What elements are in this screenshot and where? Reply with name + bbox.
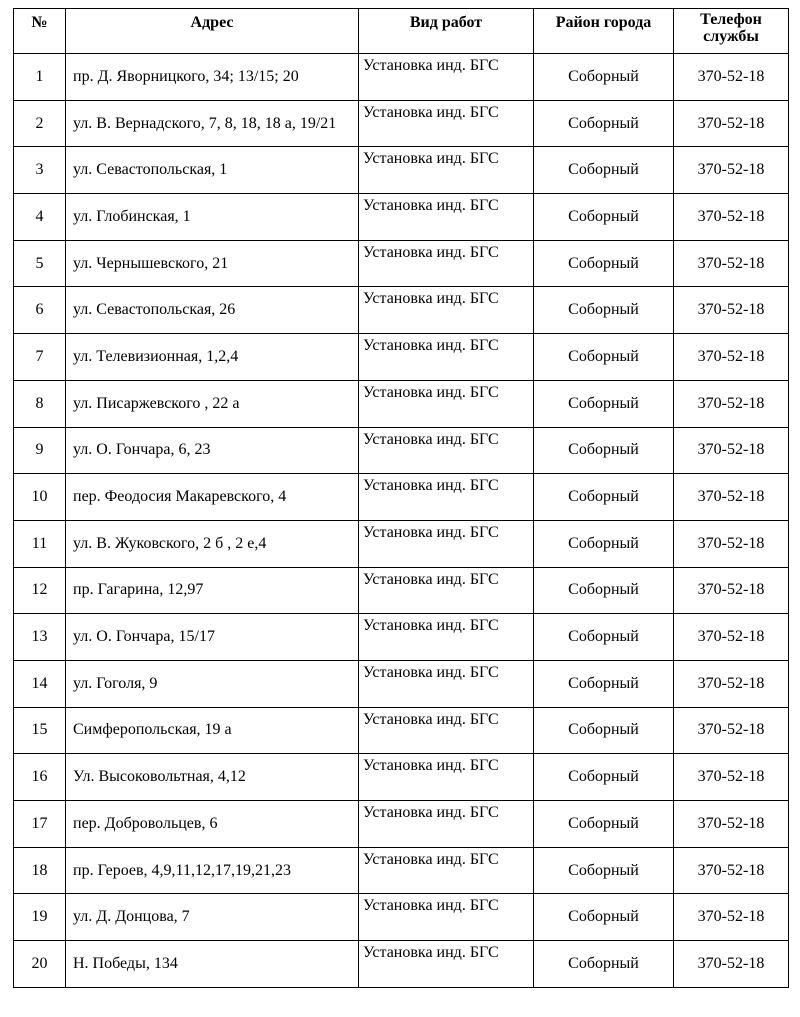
table-row bbox=[14, 894, 789, 941]
work-type-cell: Установка инд. БГС bbox=[359, 54, 534, 101]
phone-cell: 370-52-18 bbox=[674, 54, 789, 101]
district-cell: Соборный bbox=[534, 287, 674, 334]
table-header bbox=[14, 9, 789, 54]
address-cell: ул. Телевизионная, 1,2,4 bbox=[66, 334, 359, 381]
address-cell: ул. Чернышевского, 21 bbox=[66, 240, 359, 287]
row-number: 10 bbox=[14, 474, 66, 521]
district-cell: Соборный bbox=[534, 941, 674, 988]
row-number: 7 bbox=[14, 334, 66, 381]
address-cell: пр. Гагарина, 12,97 bbox=[66, 567, 359, 614]
district-cell: Соборный bbox=[534, 614, 674, 661]
row-number: 17 bbox=[14, 801, 66, 848]
row-number: 5 bbox=[14, 240, 66, 287]
district-cell: Соборный bbox=[534, 334, 674, 381]
work-type-cell: Установка инд. БГС bbox=[359, 614, 534, 661]
table-row bbox=[14, 801, 789, 848]
work-type-cell: Установка инд. БГС bbox=[359, 847, 534, 894]
work-type-cell: Установка инд. БГС bbox=[359, 660, 534, 707]
work-type-cell: Установка инд. БГС bbox=[359, 754, 534, 801]
table-row bbox=[14, 567, 789, 614]
phone-cell: 370-52-18 bbox=[674, 100, 789, 147]
address-cell: пр. Д. Яворницкого, 34; 13/15; 20 bbox=[66, 54, 359, 101]
row-number: 14 bbox=[14, 660, 66, 707]
row-number: 9 bbox=[14, 427, 66, 474]
phone-cell: 370-52-18 bbox=[674, 894, 789, 941]
phone-cell: 370-52-18 bbox=[674, 194, 789, 241]
table-row bbox=[14, 707, 789, 754]
table-row bbox=[14, 240, 789, 287]
table-row bbox=[14, 287, 789, 334]
phone-cell: 370-52-18 bbox=[674, 334, 789, 381]
table-row bbox=[14, 334, 789, 381]
header-num: № bbox=[14, 9, 66, 54]
work-type-cell: Установка инд. БГС bbox=[359, 801, 534, 848]
address-cell: Н. Победы, 134 bbox=[66, 941, 359, 988]
work-type-cell: Установка инд. БГС bbox=[359, 474, 534, 521]
table-row bbox=[14, 100, 789, 147]
table-row bbox=[14, 427, 789, 474]
district-cell: Соборный bbox=[534, 520, 674, 567]
table-body bbox=[14, 54, 789, 988]
district-cell: Соборный bbox=[534, 474, 674, 521]
district-cell: Соборный bbox=[534, 801, 674, 848]
address-cell: ул. В. Жуковского, 2 б , 2 е,4 bbox=[66, 520, 359, 567]
phone-cell: 370-52-18 bbox=[674, 801, 789, 848]
address-cell: ул. В. Вернадского, 7, 8, 18, 18 а, 19/21 bbox=[66, 100, 359, 147]
district-cell: Соборный bbox=[534, 660, 674, 707]
header-phone: Телефон службы bbox=[674, 9, 789, 54]
table-row bbox=[14, 847, 789, 894]
phone-cell: 370-52-18 bbox=[674, 941, 789, 988]
row-number: 4 bbox=[14, 194, 66, 241]
phone-cell: 370-52-18 bbox=[674, 660, 789, 707]
phone-cell: 370-52-18 bbox=[674, 520, 789, 567]
row-number: 1 bbox=[14, 54, 66, 101]
work-type-cell: Установка инд. БГС bbox=[359, 100, 534, 147]
district-cell: Соборный bbox=[534, 707, 674, 754]
table-row bbox=[14, 194, 789, 241]
phone-cell: 370-52-18 bbox=[674, 707, 789, 754]
row-number: 20 bbox=[14, 941, 66, 988]
row-number: 18 bbox=[14, 847, 66, 894]
address-cell: ул. Гоголя, 9 bbox=[66, 660, 359, 707]
district-cell: Соборный bbox=[534, 240, 674, 287]
work-type-cell: Установка инд. БГС bbox=[359, 287, 534, 334]
table-row bbox=[14, 380, 789, 427]
row-number: 16 bbox=[14, 754, 66, 801]
table-row bbox=[14, 520, 789, 567]
work-type-cell: Установка инд. БГС bbox=[359, 707, 534, 754]
address-cell: ул. О. Гончара, 15/17 bbox=[66, 614, 359, 661]
work-type-cell: Установка инд. БГС bbox=[359, 240, 534, 287]
phone-cell: 370-52-18 bbox=[674, 754, 789, 801]
row-number: 11 bbox=[14, 520, 66, 567]
address-cell: ул. Севастопольская, 1 bbox=[66, 147, 359, 194]
work-type-cell: Установка инд. БГС bbox=[359, 427, 534, 474]
table-row bbox=[14, 660, 789, 707]
row-number: 13 bbox=[14, 614, 66, 661]
table-row bbox=[14, 941, 789, 988]
address-cell: Ул. Высоковольтная, 4,12 bbox=[66, 754, 359, 801]
address-cell: пер. Добровольцев, 6 bbox=[66, 801, 359, 848]
phone-cell: 370-52-18 bbox=[674, 614, 789, 661]
address-cell: пр. Героев, 4,9,11,12,17,19,21,23 bbox=[66, 847, 359, 894]
table-row bbox=[14, 754, 789, 801]
row-number: 3 bbox=[14, 147, 66, 194]
header-district: Район города bbox=[534, 9, 674, 54]
work-type-cell: Установка инд. БГС bbox=[359, 894, 534, 941]
phone-cell: 370-52-18 bbox=[674, 567, 789, 614]
row-number: 15 bbox=[14, 707, 66, 754]
phone-cell: 370-52-18 bbox=[674, 287, 789, 334]
work-type-cell: Установка инд. БГС bbox=[359, 334, 534, 381]
address-cell: ул. О. Гончара, 6, 23 bbox=[66, 427, 359, 474]
district-cell: Соборный bbox=[534, 754, 674, 801]
row-number: 12 bbox=[14, 567, 66, 614]
address-cell: ул. Глобинская, 1 bbox=[66, 194, 359, 241]
work-type-cell: Установка инд. БГС bbox=[359, 380, 534, 427]
phone-cell: 370-52-18 bbox=[674, 240, 789, 287]
works-table bbox=[13, 8, 789, 988]
header-address: Адрес bbox=[66, 9, 359, 54]
district-cell: Соборный bbox=[534, 147, 674, 194]
row-number: 6 bbox=[14, 287, 66, 334]
district-cell: Соборный bbox=[534, 567, 674, 614]
work-type-cell: Установка инд. БГС bbox=[359, 147, 534, 194]
phone-cell: 370-52-18 bbox=[674, 147, 789, 194]
address-cell: ул. Д. Донцова, 7 bbox=[66, 894, 359, 941]
address-cell: пер. Феодосия Макаревского, 4 bbox=[66, 474, 359, 521]
work-type-cell: Установка инд. БГС bbox=[359, 567, 534, 614]
district-cell: Соборный bbox=[534, 847, 674, 894]
district-cell: Соборный bbox=[534, 54, 674, 101]
district-cell: Соборный bbox=[534, 894, 674, 941]
address-cell: Симферопольская, 19 а bbox=[66, 707, 359, 754]
phone-cell: 370-52-18 bbox=[674, 380, 789, 427]
row-number: 19 bbox=[14, 894, 66, 941]
address-cell: ул. Писаржевского , 22 а bbox=[66, 380, 359, 427]
phone-cell: 370-52-18 bbox=[674, 427, 789, 474]
district-cell: Соборный bbox=[534, 427, 674, 474]
district-cell: Соборный bbox=[534, 194, 674, 241]
table-row bbox=[14, 54, 789, 101]
phone-cell: 370-52-18 bbox=[674, 847, 789, 894]
work-type-cell: Установка инд. БГС bbox=[359, 520, 534, 567]
row-number: 8 bbox=[14, 380, 66, 427]
row-number: 2 bbox=[14, 100, 66, 147]
work-type-cell: Установка инд. БГС bbox=[359, 194, 534, 241]
district-cell: Соборный bbox=[534, 100, 674, 147]
district-cell: Соборный bbox=[534, 380, 674, 427]
table-row bbox=[14, 614, 789, 661]
work-type-cell: Установка инд. БГС bbox=[359, 941, 534, 988]
table-row bbox=[14, 474, 789, 521]
table-row bbox=[14, 147, 789, 194]
header-work-type: Вид работ bbox=[359, 9, 534, 54]
phone-cell: 370-52-18 bbox=[674, 474, 789, 521]
header-row bbox=[14, 9, 789, 54]
address-cell: ул. Севастопольская, 26 bbox=[66, 287, 359, 334]
